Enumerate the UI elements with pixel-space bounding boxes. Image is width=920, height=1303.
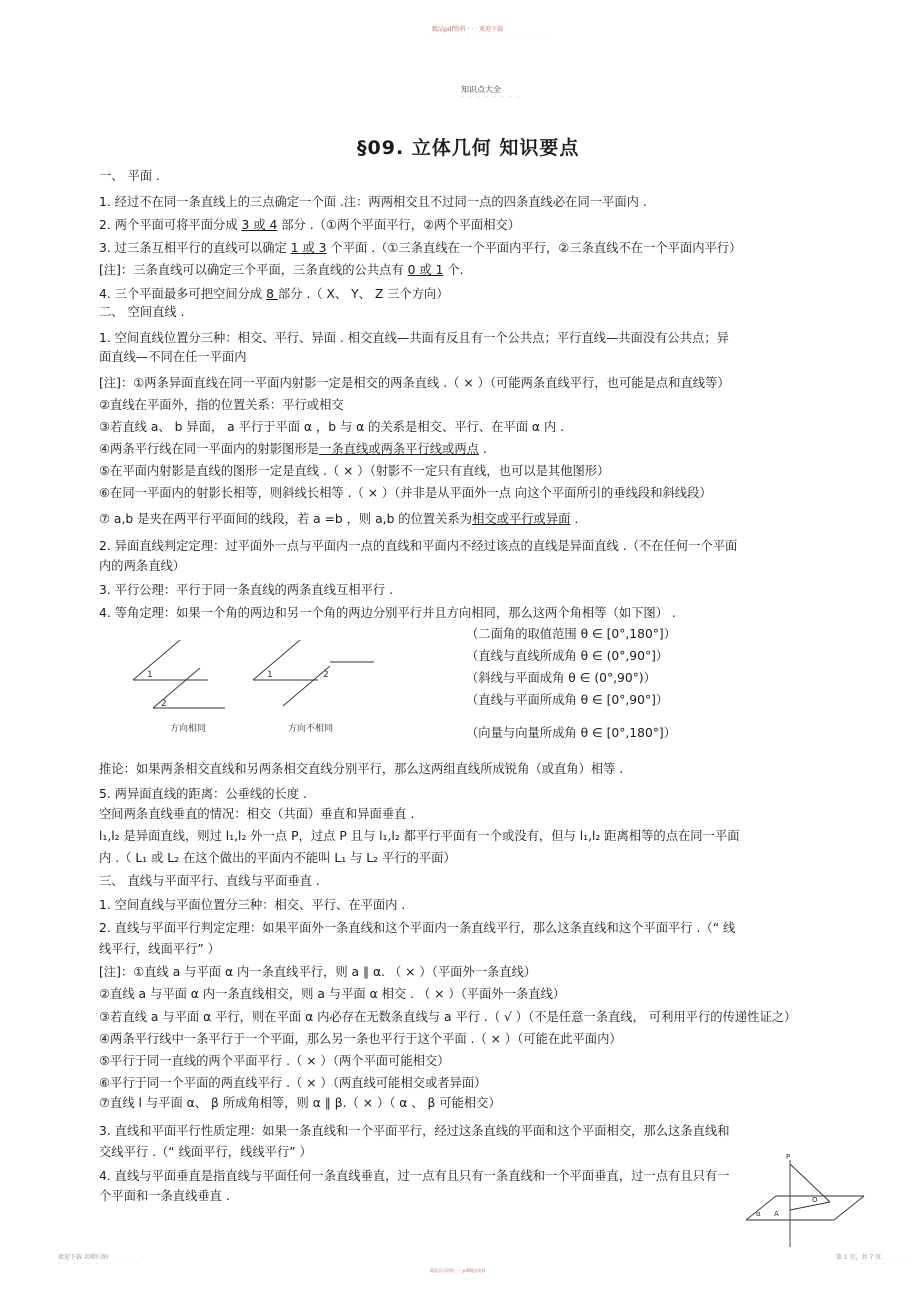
sec3-note7: ⑦直线 l 与平面 α、 β 所成角相等，则 α ∥ β.（ × ）（ α 、 β 可能相交） [99, 1096, 501, 1110]
plane-edge-left [746, 1196, 776, 1220]
angle-range-3: （斜线与平面成角 θ ∈ (0°,90°)） [466, 671, 656, 685]
angle-range-4: （直线与平面所成角 θ ∈ [0°,90°]） [466, 693, 669, 707]
sec3-note5: ⑤平行于同一直线的两个平面平行 .（ × ）（两个平面可能相交） [99, 1054, 450, 1068]
fig-angle1-ray1 [133, 640, 180, 680]
sec1-heading: 一、 平面 . [99, 169, 160, 183]
footer-right-dots: · · · · · · · · · · [836, 1261, 911, 1268]
fig-label-alpha: α [756, 1210, 761, 1218]
sec2-line2: 面直线—不同在任一平面内 [99, 350, 247, 364]
angle-range-5: （向量与向量所成角 θ ∈ [0°,180°]） [466, 726, 677, 740]
angle-range-2: （直线与直线所成角 θ ∈ (0°,90°]） [466, 649, 669, 663]
page-title: §09. 立体几何 知识要点 [357, 137, 580, 159]
footer-left: 欢迎下载 名师归纳 [58, 1254, 108, 1261]
fig-label-2a: 2 [161, 699, 167, 709]
sec2-note1: [注]：①两条异面直线在同一平面内射影一定是相交的两条直线 .（ × ）（可能两条直线平行，也可能是点和直线等） [99, 376, 730, 390]
sec2-theorem2b: 内的两条直线） [99, 559, 186, 573]
sec1-line2: 2. 两个平面可将平面分成 3 或 4 部分 .（①两个平面平行，②两个平面相交） [99, 218, 521, 232]
sec3-line2b: 线平行，线面平行” ） [99, 942, 220, 956]
equal-angle-figure [125, 640, 385, 720]
sec3-note4: ④两条平行线中一条平行于一个平面，那么另一条也平行于这个平面 .（ × ）（可能在此平面内） [99, 1032, 622, 1046]
sec3-line1: 1. 空间直线与平面位置分三种：相交、平行、在平面内 . [99, 898, 406, 912]
sec3-line2a: 2. 直线与平面平行判定定理：如果平面外一条直线和这个平面内一条直线平行，那么这条直线和这个平面平行 .（“ 线 [99, 921, 736, 935]
header-dashes: - - - - - - - - [461, 93, 522, 100]
sec2-theorem5d: 内 .（ L₁ 或 L₂ 在这个做出的平面内不能叫 L₁ 与 L₂ 平行的平面） [99, 851, 456, 865]
sec3-note6: ⑥平行于同一个平面的两直线平行 .（ × ）（两直线可能相交或者异面） [99, 1076, 487, 1090]
sec1-line3: 3. 过三条互相平行的直线可以确定 1 或 3 个平面 .（①三条直线在一个平面内平行，②三条直线不在一个平面内平行） [99, 241, 742, 255]
fig-angle3-ray1 [253, 640, 300, 680]
sec2-theorem3: 3. 平行公理：平行于同一条直线的两条直线互相平行 . [99, 583, 393, 597]
page-header: 知识点大全 [461, 85, 501, 94]
sec2-theorem5b: 空间两条直线垂直的情况：相交（共面）垂直和异面垂直 . [99, 807, 415, 821]
sec3-heading: 三、 直线与平面平行、直线与平面垂直 . [99, 874, 320, 888]
perpendicular-figure [740, 1152, 870, 1252]
fig-label-a: A [774, 1210, 779, 1218]
sec2-theorem5: 5. 两异面直线的距离：公垂线的长度 . [99, 787, 307, 801]
footer-left-dots: · · · · · · · · · · · [58, 1261, 141, 1268]
sec3-line4a: 4. 直线与平面垂直是指直线与平面任何一条直线垂直，过一点有且只有一条直线和一个平面垂直，过一点有且只有一 [99, 1169, 730, 1183]
sec2-heading: 二、 空间直线 . [99, 305, 185, 319]
sec2-corollary: 推论：如果两条相交直线和另两条相交直线分别平行，那么这两组直线所成锐角（或直角）相等 . [99, 762, 624, 776]
fig-caption-same: 方向相同 [170, 724, 207, 734]
footer-page: 第 1 页，共 7 页 [836, 1254, 882, 1261]
sec2-note3: ③若直线 a、 b 异面， a 平行于平面 α ，b 与 α 的关系是相交、平行、在平面 α 内 . [99, 420, 565, 434]
sec1-line5: 4. 三个平面最多可把空间分成 8 部分 .（ X、 Y、 Z 三个方向） [99, 287, 449, 301]
projection-line [790, 1202, 830, 1210]
sec2-note7: ⑦ a,b 是夹在两平行平面间的线段，若 a =b ，则 a,b 的位置关系为相交或平行或异面 . [99, 512, 579, 526]
angle-range-1: （二面角的取值范围 θ ∈ [0°,180°]） [466, 627, 677, 641]
fig-label-p: P [786, 1153, 791, 1161]
fig-label-1b: 1 [267, 670, 273, 680]
fig-label-2b: 2 [323, 670, 329, 680]
top-watermark: 精品pdf资料 · · · 欢迎下载 [432, 26, 504, 33]
sec3-note2: ②直线 a 与平面 α 内一条直线相交，则 a 与平面 α 相交 . （ × ）（平面外一条直线） [99, 987, 566, 1001]
sec2-line1: 1. 空间直线位置分三种：相交、平行、异面 . 相交直线—共面有反且有一个公共点；平行直线—共面没有公共点；异 [99, 331, 729, 345]
footer-center: 精品学习资料 · · · pdf精品资料 [430, 1268, 486, 1273]
sec3-note1: [注]：①直线 a 与平面 α 内一条直线平行，则 a ∥ α. （ × ）（平面外一条直线） [99, 965, 537, 979]
sec3-line4b: 个平面和一条直线垂直 . [99, 1189, 230, 1203]
sec2-note2: ②直线在平面外，指的位置关系：平行或相交 [99, 398, 344, 412]
plane-edge-right [834, 1196, 864, 1220]
fig-label-1a: 1 [147, 670, 153, 680]
sec1-line1: 1. 经过不在同一条直线上的三点确定一个面 .注：两两相交且不过同一点的四条直线必在同一平面内 . [99, 195, 647, 209]
sec2-note5: ⑤在平面内射影是直线的图形一定是直线 .（ × ）（射影不一定只有直线，也可以是其他图形） [99, 464, 610, 478]
sec3-line3b: 交线平行 .（“ 线面平行，线线平行” ） [99, 1145, 312, 1159]
sec2-theorem4: 4. 等角定理：如果一个角的两边和另一个角的两边分别平行并且方向相同，那么这两个角相等（如下图） . [99, 606, 676, 620]
sec2-theorem5c: l₁,l₂ 是异面直线，则过 l₁,l₂ 外一点 P，过点 P 且与 l₁,l₂ 都平行平面有一个或没有，但与 l₁,l₂ 距离相等的点在同一平面 [99, 829, 740, 843]
fig-caption-diff: 方向不相同 [288, 724, 334, 734]
sec2-theorem2a: 2. 异面直线判定定理：过平面外一点与平面内一点的直线和平面内不经过该点的直线是异面直线 .（不在任何一个平面 [99, 539, 738, 553]
sec2-note4: ④两条平行线在同一平面内的射影图形是一条直线或两条平行线或两点 . [99, 442, 487, 456]
sec3-note3: ③若直线 a 与平面 α 平行，则在平面 α 内必存在无数条直线与 a 平行 .（ √ ）（不是任意一条直线， 可利用平行的传递性证之） [99, 1010, 797, 1024]
fig-label-o: O [812, 1196, 818, 1204]
sec2-note6: ⑥在同一平面内的射影长相等，则斜线长相等 .（ × ）（并非是从平面外一点 向这个平面所引的垂线段和斜线段） [99, 486, 712, 500]
top-watermark-dots: · · · · · · · · · · · · · · · · [428, 33, 550, 40]
sec3-line3a: 3. 直线和平面平行性质定理：如果一条直线和一个平面平行，经过这条直线的平面和这个平面相交，那么这条直线和 [99, 1124, 730, 1138]
sec1-line4: [注]：三条直线可以确定三个平面，三条直线的公共点有 0 或 1 个. [99, 263, 464, 277]
